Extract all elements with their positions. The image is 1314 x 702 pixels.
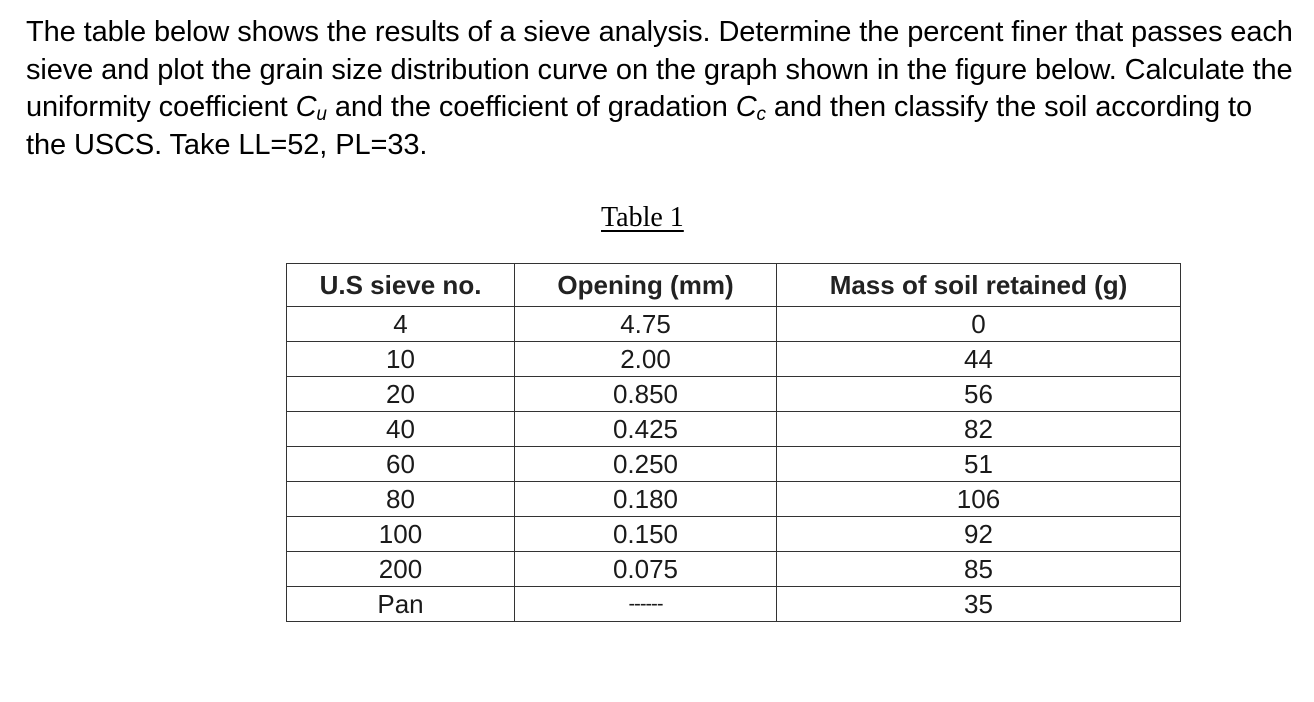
table-row bbox=[287, 412, 1181, 447]
cell-mass-retained: 0 bbox=[777, 307, 1181, 342]
table-row bbox=[287, 517, 1181, 552]
header-opening: Opening (mm) bbox=[515, 264, 777, 307]
cell-opening: 0.250 bbox=[515, 447, 777, 482]
table-row bbox=[287, 307, 1181, 342]
cell-sieve-no: 40 bbox=[287, 412, 515, 447]
cell-opening: 4.75 bbox=[515, 307, 777, 342]
cell-mass-retained: 56 bbox=[777, 377, 1181, 412]
cu-symbol: $C_u$ bbox=[295, 91, 327, 125]
cell-sieve-no: 100 bbox=[287, 517, 515, 552]
cell-mass-retained: 44 bbox=[777, 342, 1181, 377]
table-header-row bbox=[287, 264, 1181, 307]
cell-sieve-no: 20 bbox=[287, 377, 515, 412]
cell-mass-retained: 92 bbox=[777, 517, 1181, 552]
cell-mass-retained: 82 bbox=[777, 412, 1181, 447]
table-row bbox=[287, 482, 1181, 517]
cell-opening: 0.150 bbox=[515, 517, 777, 552]
problem-text-part1: The table below shows the results of a sieve analysis. Determine the percent finer that passes each sieve and plot the grain size distribution curve on the graph shown in the figure below. Calculate the uniformity coefficient bbox=[26, 16, 1293, 123]
table-caption: Table 1 bbox=[601, 202, 684, 233]
cell-opening: 2.00 bbox=[515, 342, 777, 377]
header-mass-retained: Mass of soil retained (g) bbox=[777, 264, 1181, 307]
cell-mass-retained: 85 bbox=[777, 552, 1181, 587]
cell-opening: 0.180 bbox=[515, 482, 777, 517]
cell-opening: ------ bbox=[515, 587, 777, 622]
cell-sieve-no: 10 bbox=[287, 342, 515, 377]
problem-paragraph bbox=[26, 14, 1296, 164]
problem-text-part2: and the coefficient of gradation bbox=[326, 91, 736, 123]
cell-sieve-no: 200 bbox=[287, 552, 515, 587]
header-sieve-no: U.S sieve no. bbox=[287, 264, 515, 307]
problem-text-part3: and then classify the soil according to the USCS. Take LL=52, PL=33. bbox=[26, 91, 1252, 161]
cell-mass-retained: 106 bbox=[777, 482, 1181, 517]
sieve-analysis-table bbox=[286, 263, 1181, 622]
cell-opening: 0.075 bbox=[515, 552, 777, 587]
cell-sieve-no: 60 bbox=[287, 447, 515, 482]
table-row bbox=[287, 342, 1181, 377]
cell-sieve-no: Pan bbox=[287, 587, 515, 622]
table-row bbox=[287, 447, 1181, 482]
cc-symbol: $C_c$ bbox=[735, 91, 766, 125]
cell-opening: 0.850 bbox=[515, 377, 777, 412]
cell-sieve-no: 4 bbox=[287, 307, 515, 342]
cell-mass-retained: 35 bbox=[777, 587, 1181, 622]
cell-sieve-no: 80 bbox=[287, 482, 515, 517]
table-row bbox=[287, 552, 1181, 587]
cc-subscript: c bbox=[756, 104, 766, 125]
cu-subscript: u bbox=[316, 104, 327, 125]
problem-statement bbox=[26, 14, 1296, 164]
cell-mass-retained: 51 bbox=[777, 447, 1181, 482]
cell-opening: 0.425 bbox=[515, 412, 777, 447]
table-row bbox=[287, 377, 1181, 412]
table-row bbox=[287, 587, 1181, 622]
